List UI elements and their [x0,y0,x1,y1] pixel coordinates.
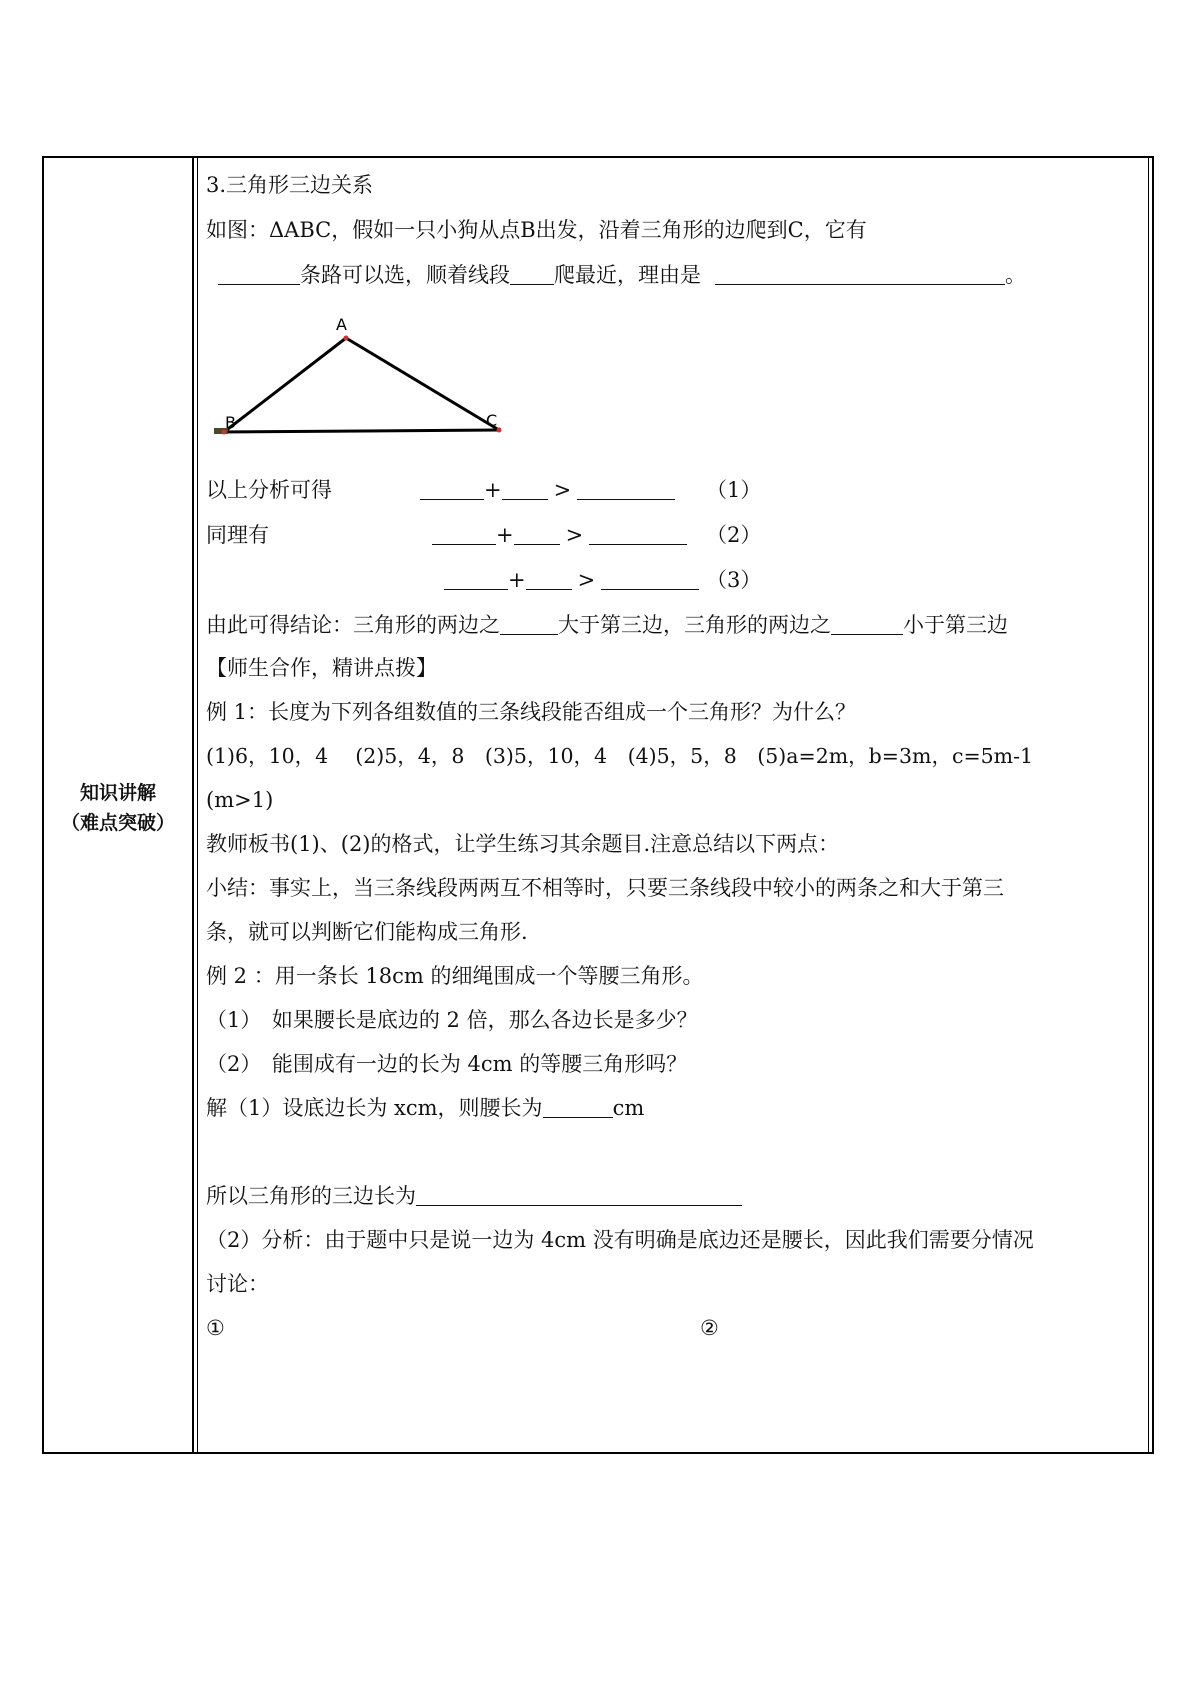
section-title: 3.三角形三边关系 [206,173,374,197]
ineq-num1: （1） [706,478,762,502]
ineq-num2: （2） [706,523,762,547]
solution-line1 [206,1093,644,1123]
intro-line2 [206,260,1026,290]
ineq1-gt: > [553,478,572,502]
intro-line2-end: 。 [1005,263,1026,287]
section-label-line1: 知识讲解 [79,782,156,804]
inequality-1 [420,475,675,505]
label-b: B [225,413,236,432]
intro-line2-text-b: 爬最近，理由是 [554,263,701,287]
conclusion-line [206,610,1008,640]
ineq2-blank-c[interactable] [589,522,687,545]
example1-title: 例 1：长度为下列各组数值的三条线段能否组成一个三角形？为什么？ [206,700,857,724]
analysis-label2: 同理有 [206,523,269,547]
solution1-text-a: 解（1）设底边长为 xcm，则腰长为 [206,1096,543,1120]
case2-marker: ② [700,1316,719,1340]
section-label-line2: （难点突破） [60,812,175,834]
ineq3-blank-a[interactable] [444,567,508,590]
ineq2-gt: > [565,523,584,547]
blank-conclusion-diff[interactable] [831,612,903,635]
blank-reason[interactable] [715,262,1005,285]
ineq2-blank-b[interactable] [514,522,560,545]
ineq2-blank-a[interactable] [432,522,496,545]
ineq3-blank-c[interactable] [601,567,699,590]
solution1-text-b: cm [612,1096,645,1120]
example1-options-cont: (m>1) [206,788,274,812]
label-a: A [336,318,347,334]
inequality-3 [444,565,699,595]
summary-line1: 小结：事实上，当三条线段两两互不相等时，只要三条线段中较小的两条之和大于第三 [206,876,1004,900]
blank-conclusion-sum[interactable] [500,612,558,635]
analysis2-line1: （2）分析：由于题中只是说一边为 4cm 没有明确是底边还是腰长，因此我们需要分情况 [206,1228,1034,1252]
right-border-inner [1148,158,1149,1452]
summary-line2: 条，就可以判断它们能构成三角形. [206,920,528,944]
sides-line [206,1181,742,1211]
point-c [497,428,502,433]
ineq3-plus: + [508,568,526,592]
example2-title: 例 2 ：用一条长 18cm 的细绳围成一个等腰三角形。 [206,964,704,988]
blank-three-sides[interactable] [416,1183,742,1206]
column-divider [192,158,194,1452]
example1-options: (1)6，10，4 (2)5，4，8 (3)5，10，4 (4)5，5，8 (5)a=2m，b=3m，c=5m-1 [206,744,1034,768]
blank-segment[interactable] [510,262,554,285]
sides-text: 所以三角形的三边长为 [206,1184,416,1208]
side-bc [220,430,499,432]
side-ab [224,338,346,432]
ineq2-plus: + [496,523,514,547]
analysis2-line2: 讨论： [206,1272,269,1296]
analysis-label1: 以上分析可得 [206,478,332,502]
ineq3-blank-b[interactable] [526,567,572,590]
conclusion-text-a: 由此可得结论：三角形的两边之 [206,613,500,637]
label-c: C [486,411,498,430]
point-a [344,336,349,341]
section-label [44,778,192,838]
example2-q1: （1） 如果腰长是底边的 2 倍，那么各边长是多少？ [206,1008,698,1032]
cooperation-heading: 【师生合作，精讲点拨】 [206,656,437,680]
ineq1-blank-b[interactable] [502,477,548,500]
ineq1-blank-a[interactable] [420,477,484,500]
blank-paths[interactable] [218,262,300,285]
conclusion-text-b: 大于第三边，三角形的两边之 [558,613,831,637]
example2-q2: （2） 能围成有一边的长为 4cm 的等腰三角形吗？ [206,1052,688,1076]
column-divider-inner [197,158,198,1452]
intro-line2-text-a: 条路可以选，顺着线段 [300,263,510,287]
side-ac [346,338,499,430]
inequality-2 [432,520,687,550]
blank-leg-length[interactable] [543,1095,613,1118]
case1-marker: ① [206,1316,225,1340]
conclusion-text-c: 小于第三边 [903,613,1008,637]
ineq1-plus: + [484,478,502,502]
ineq3-gt: > [577,568,596,592]
ineq-num3: （3） [706,568,762,592]
triangle-abc-figure [212,318,512,448]
teacher-note: 教师板书(1)、(2)的格式，让学生练习其余题目.注意总结以下两点： [206,832,840,856]
ineq1-blank-c[interactable] [577,477,675,500]
intro-line1: 如图：ΔABC，假如一只小狗从点B出发，沿着三角形的边爬到C，它有 [206,218,867,242]
